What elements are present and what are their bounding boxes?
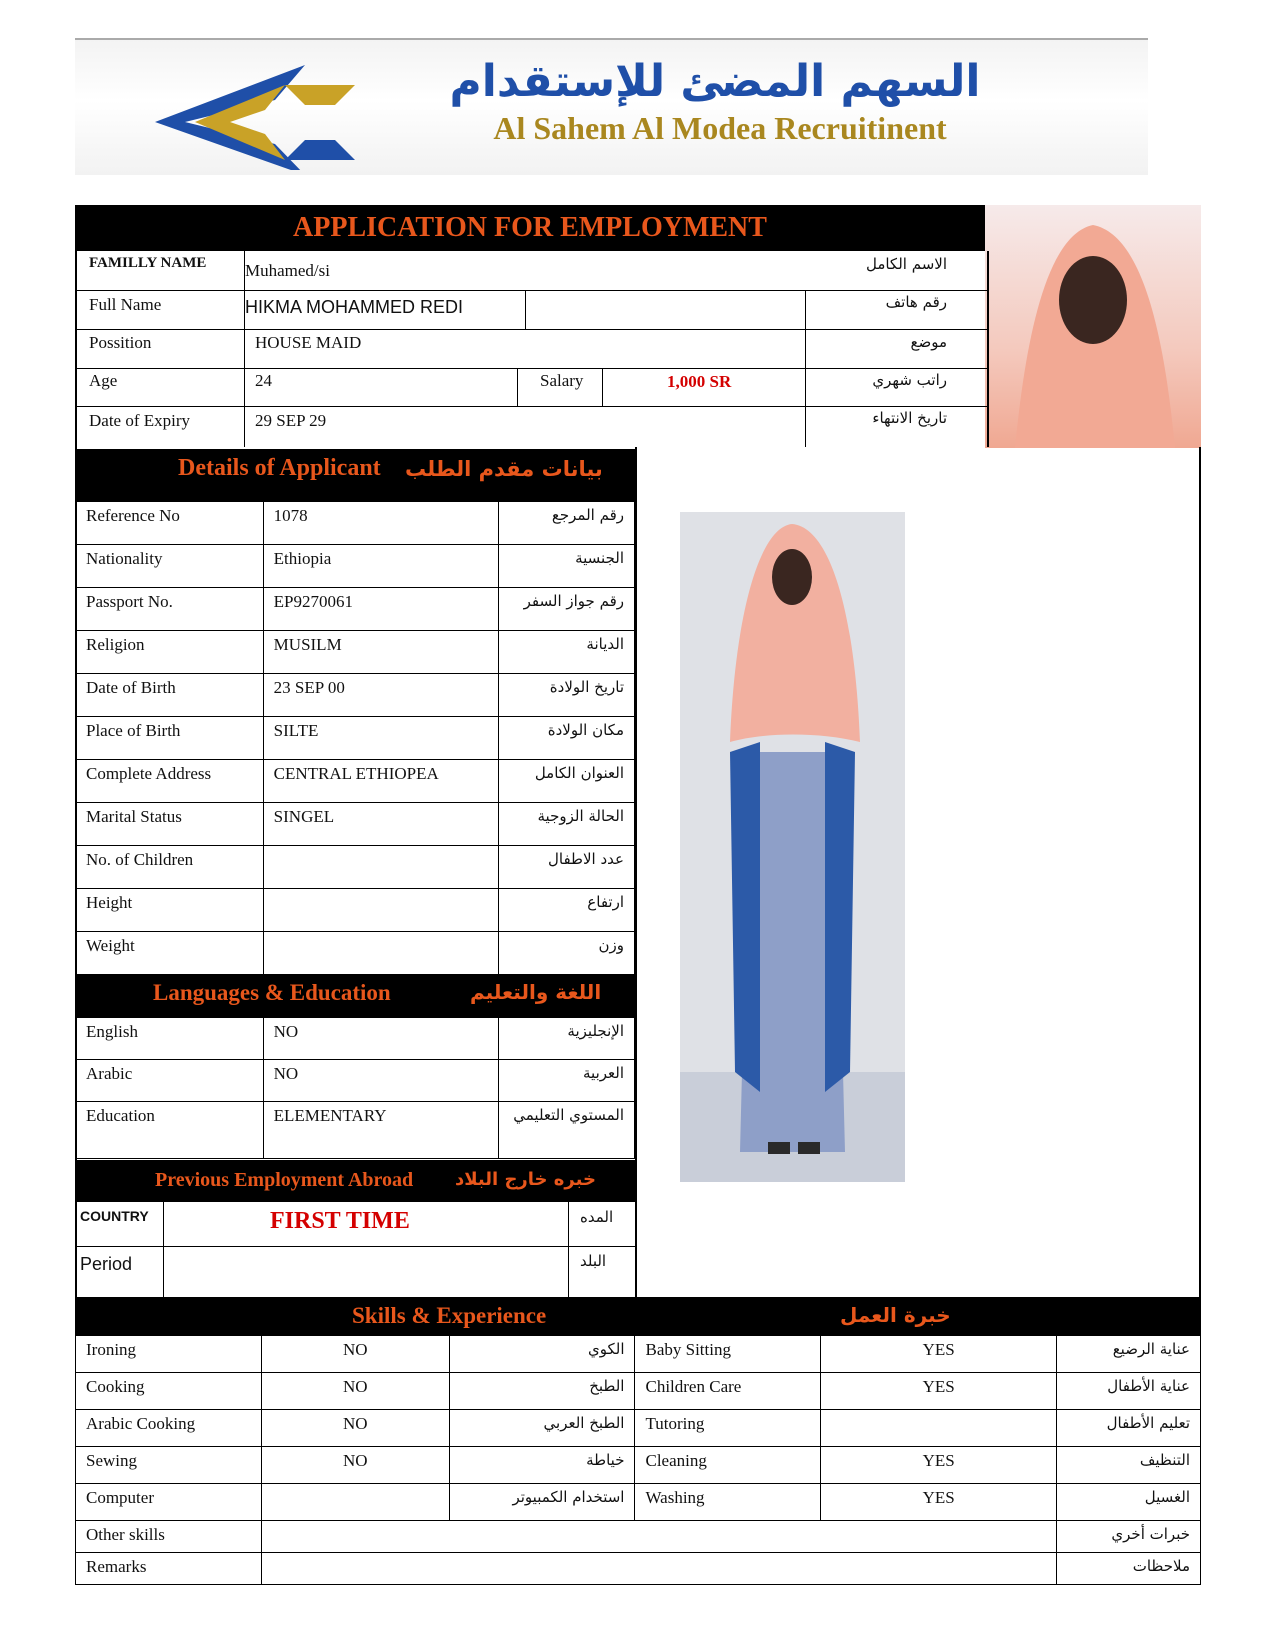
- details-row: [76, 846, 635, 889]
- skill-left-label: Ironing: [76, 1336, 262, 1373]
- details-row-arabic: رقم المرجع: [499, 502, 635, 545]
- language-label: English: [76, 1018, 264, 1060]
- details-row-arabic: الحالة الزوجية: [499, 803, 635, 846]
- details-row-label: No. of Children: [76, 846, 264, 889]
- details-row-arabic: عدد الاطفال: [499, 846, 635, 889]
- previous-section-header: [75, 1160, 635, 1202]
- language-arabic: المستوي التعليمي: [499, 1102, 635, 1159]
- skill-right-value: YES: [821, 1373, 1057, 1410]
- skill-left-label: Computer: [76, 1484, 262, 1521]
- position-arabic: موضع: [910, 333, 947, 351]
- previous-title-en: Previous Employment Abroad: [155, 1169, 414, 1191]
- full-name-value: HIKMA MOHAMMED REDI: [245, 297, 464, 317]
- top-info-grid: [75, 251, 989, 447]
- remarks-label: Remarks: [76, 1553, 262, 1585]
- skill-left-label: Cooking: [76, 1373, 262, 1410]
- language-label: Arabic: [76, 1060, 264, 1102]
- other-skills-row: [76, 1521, 1201, 1553]
- salary-label: Salary: [540, 371, 584, 390]
- details-row: [76, 889, 635, 932]
- age-label: Age: [89, 371, 118, 390]
- previous-grid: [75, 1202, 635, 1299]
- details-row: [76, 803, 635, 846]
- skills-title-ar: خبرة العمل: [840, 1303, 951, 1327]
- details-row: [76, 760, 635, 803]
- details-row-value: EP9270061: [263, 588, 499, 631]
- skill-right-label: Children Care: [635, 1373, 821, 1410]
- details-row: [76, 717, 635, 760]
- skill-right-label: Baby Sitting: [635, 1336, 821, 1373]
- skill-row: [76, 1484, 1201, 1521]
- details-row-label: Reference No: [76, 502, 264, 545]
- skill-right-label: Tutoring: [635, 1410, 821, 1447]
- skill-left-value: [261, 1484, 449, 1521]
- skill-left-value: NO: [261, 1373, 449, 1410]
- other-skills-label: Other skills: [76, 1521, 262, 1553]
- skill-right-value: YES: [821, 1484, 1057, 1521]
- age-value: 24: [255, 371, 272, 390]
- details-row-value: CENTRAL ETHIOPEA: [263, 760, 499, 803]
- language-label: Education: [76, 1102, 264, 1159]
- duration-arabic: المده: [580, 1208, 614, 1226]
- application-title: APPLICATION FOR EMPLOYMENT: [75, 205, 985, 251]
- details-row: [76, 545, 635, 588]
- languages-table: [75, 1017, 635, 1159]
- skill-right-arabic: عناية الأطفال: [1057, 1373, 1201, 1410]
- skills-section-header: [75, 1299, 1201, 1335]
- skill-right-label: Cleaning: [635, 1447, 821, 1484]
- details-title-ar: بيانات مقدم الطلب: [405, 457, 603, 481]
- salary-value: 1,000 SR: [667, 372, 732, 391]
- skill-left-arabic: الطبخ: [449, 1373, 635, 1410]
- language-value: NO: [263, 1018, 499, 1060]
- details-row: [76, 502, 635, 545]
- family-name-label: FAMILLY NAME: [89, 255, 207, 271]
- languages-section-header: [75, 975, 635, 1017]
- skill-right-arabic: التنظيف: [1057, 1447, 1201, 1484]
- skill-right-arabic: الغسيل: [1057, 1484, 1201, 1521]
- language-row: [76, 1018, 635, 1060]
- details-row-value: 23 SEP 00: [263, 674, 499, 717]
- skill-row: [76, 1336, 1201, 1373]
- details-row-value: 1078: [263, 502, 499, 545]
- applicant-full-body-photo: [680, 512, 905, 1182]
- details-row-label: Passport No.: [76, 588, 264, 631]
- remarks-value: [261, 1553, 1056, 1585]
- salary-arabic: راتب شهري: [872, 371, 947, 389]
- details-row-arabic: العنوان الكامل: [499, 760, 635, 803]
- other-skills-arabic: خبرات أخري: [1057, 1521, 1201, 1553]
- details-row-value: [263, 932, 499, 975]
- skill-row: [76, 1410, 1201, 1447]
- skill-left-arabic: خياطة: [449, 1447, 635, 1484]
- details-row: [76, 674, 635, 717]
- remarks-row: [76, 1553, 1201, 1585]
- details-row-label: Complete Address: [76, 760, 264, 803]
- details-row: [76, 932, 635, 975]
- full-name-label: Full Name: [89, 295, 162, 314]
- expiry-arabic: تاريخ الانتهاء: [872, 409, 947, 427]
- skill-right-value: YES: [821, 1336, 1057, 1373]
- skill-left-arabic: استخدام الكمبيوتر: [449, 1484, 635, 1521]
- details-title-en: Details of Applicant: [178, 455, 381, 481]
- skill-left-arabic: الكوي: [449, 1336, 635, 1373]
- language-value: ELEMENTARY: [263, 1102, 499, 1159]
- position-label: Possition: [89, 333, 152, 352]
- details-row-label: Marital Status: [76, 803, 264, 846]
- other-skills-value: [261, 1521, 1056, 1553]
- details-row-arabic: وزن: [499, 932, 635, 975]
- skill-right-arabic: تعليم الأطفال: [1057, 1410, 1201, 1447]
- details-row-arabic: رقم جواز السفر: [499, 588, 635, 631]
- skill-left-label: Arabic Cooking: [76, 1410, 262, 1447]
- skill-row: [76, 1373, 1201, 1410]
- company-name-english: Al Sahem Al Modea Recruitinent: [493, 110, 947, 146]
- expiry-value: 29 SEP 29: [255, 411, 327, 430]
- position-value: HOUSE MAID: [255, 333, 362, 352]
- details-row-label: Date of Birth: [76, 674, 264, 717]
- details-row-arabic: ارتفاع: [499, 889, 635, 932]
- company-name-arabic: السهم المضئ للإستقدام: [449, 56, 981, 107]
- skill-row: [76, 1447, 1201, 1484]
- skills-table: [75, 1335, 1201, 1585]
- details-row-label: Religion: [76, 631, 264, 674]
- details-row-label: Weight: [76, 932, 264, 975]
- country-label: COUNTRY: [80, 1208, 149, 1224]
- remarks-arabic: ملاحظات: [1057, 1553, 1201, 1585]
- languages-title-en: Languages & Education: [153, 980, 391, 1005]
- details-section-header: [75, 449, 635, 501]
- details-row-value: MUSILM: [263, 631, 499, 674]
- applicant-portrait-photo: [985, 205, 1201, 448]
- details-row-value: [263, 889, 499, 932]
- arrow-logo-icon: [155, 60, 355, 170]
- details-row-label: Nationality: [76, 545, 264, 588]
- expiry-label: Date of Expiry: [89, 411, 191, 430]
- details-row-label: Height: [76, 889, 264, 932]
- details-row-value: [263, 846, 499, 889]
- details-row-value: SILTE: [263, 717, 499, 760]
- language-row: [76, 1060, 635, 1102]
- country-value: FIRST TIME: [270, 1208, 410, 1234]
- previous-title-ar: خبره خارج البلاد: [455, 1169, 596, 1190]
- period-label: Period: [80, 1254, 133, 1274]
- details-row-arabic: تاريخ الولادة: [499, 674, 635, 717]
- details-row: [76, 631, 635, 674]
- details-row-label: Place of Birth: [76, 717, 264, 760]
- details-table: [75, 501, 635, 975]
- details-row-value: Ethiopia: [263, 545, 499, 588]
- skills-title-en: Skills & Experience: [352, 1303, 547, 1328]
- details-row-arabic: الديانة: [499, 631, 635, 674]
- language-arabic: العربية: [499, 1060, 635, 1102]
- language-row: [76, 1102, 635, 1159]
- company-logo: [75, 38, 1148, 175]
- skill-right-arabic: عناية الرضيع: [1057, 1336, 1201, 1373]
- skill-left-value: NO: [261, 1336, 449, 1373]
- skill-right-value: [821, 1410, 1057, 1447]
- language-value: NO: [263, 1060, 499, 1102]
- skill-right-label: Washing: [635, 1484, 821, 1521]
- skill-left-value: NO: [261, 1410, 449, 1447]
- family-name-arabic: الاسم الكامل: [865, 255, 947, 273]
- country-arabic: البلد: [580, 1252, 607, 1270]
- skill-left-arabic: الطبخ العربي: [449, 1410, 635, 1447]
- family-name-value: Muhamed/si: [245, 261, 330, 280]
- phone-arabic: رقم هاتف: [885, 293, 947, 311]
- details-row-arabic: الجنسية: [499, 545, 635, 588]
- details-row-arabic: مكان الولادة: [499, 717, 635, 760]
- languages-title-ar: اللغة والتعليم: [470, 980, 602, 1004]
- skill-left-value: NO: [261, 1447, 449, 1484]
- details-row-value: SINGEL: [263, 803, 499, 846]
- language-arabic: الإنجليزية: [499, 1018, 635, 1060]
- skill-right-value: YES: [821, 1447, 1057, 1484]
- skill-left-label: Sewing: [76, 1447, 262, 1484]
- details-row: [76, 588, 635, 631]
